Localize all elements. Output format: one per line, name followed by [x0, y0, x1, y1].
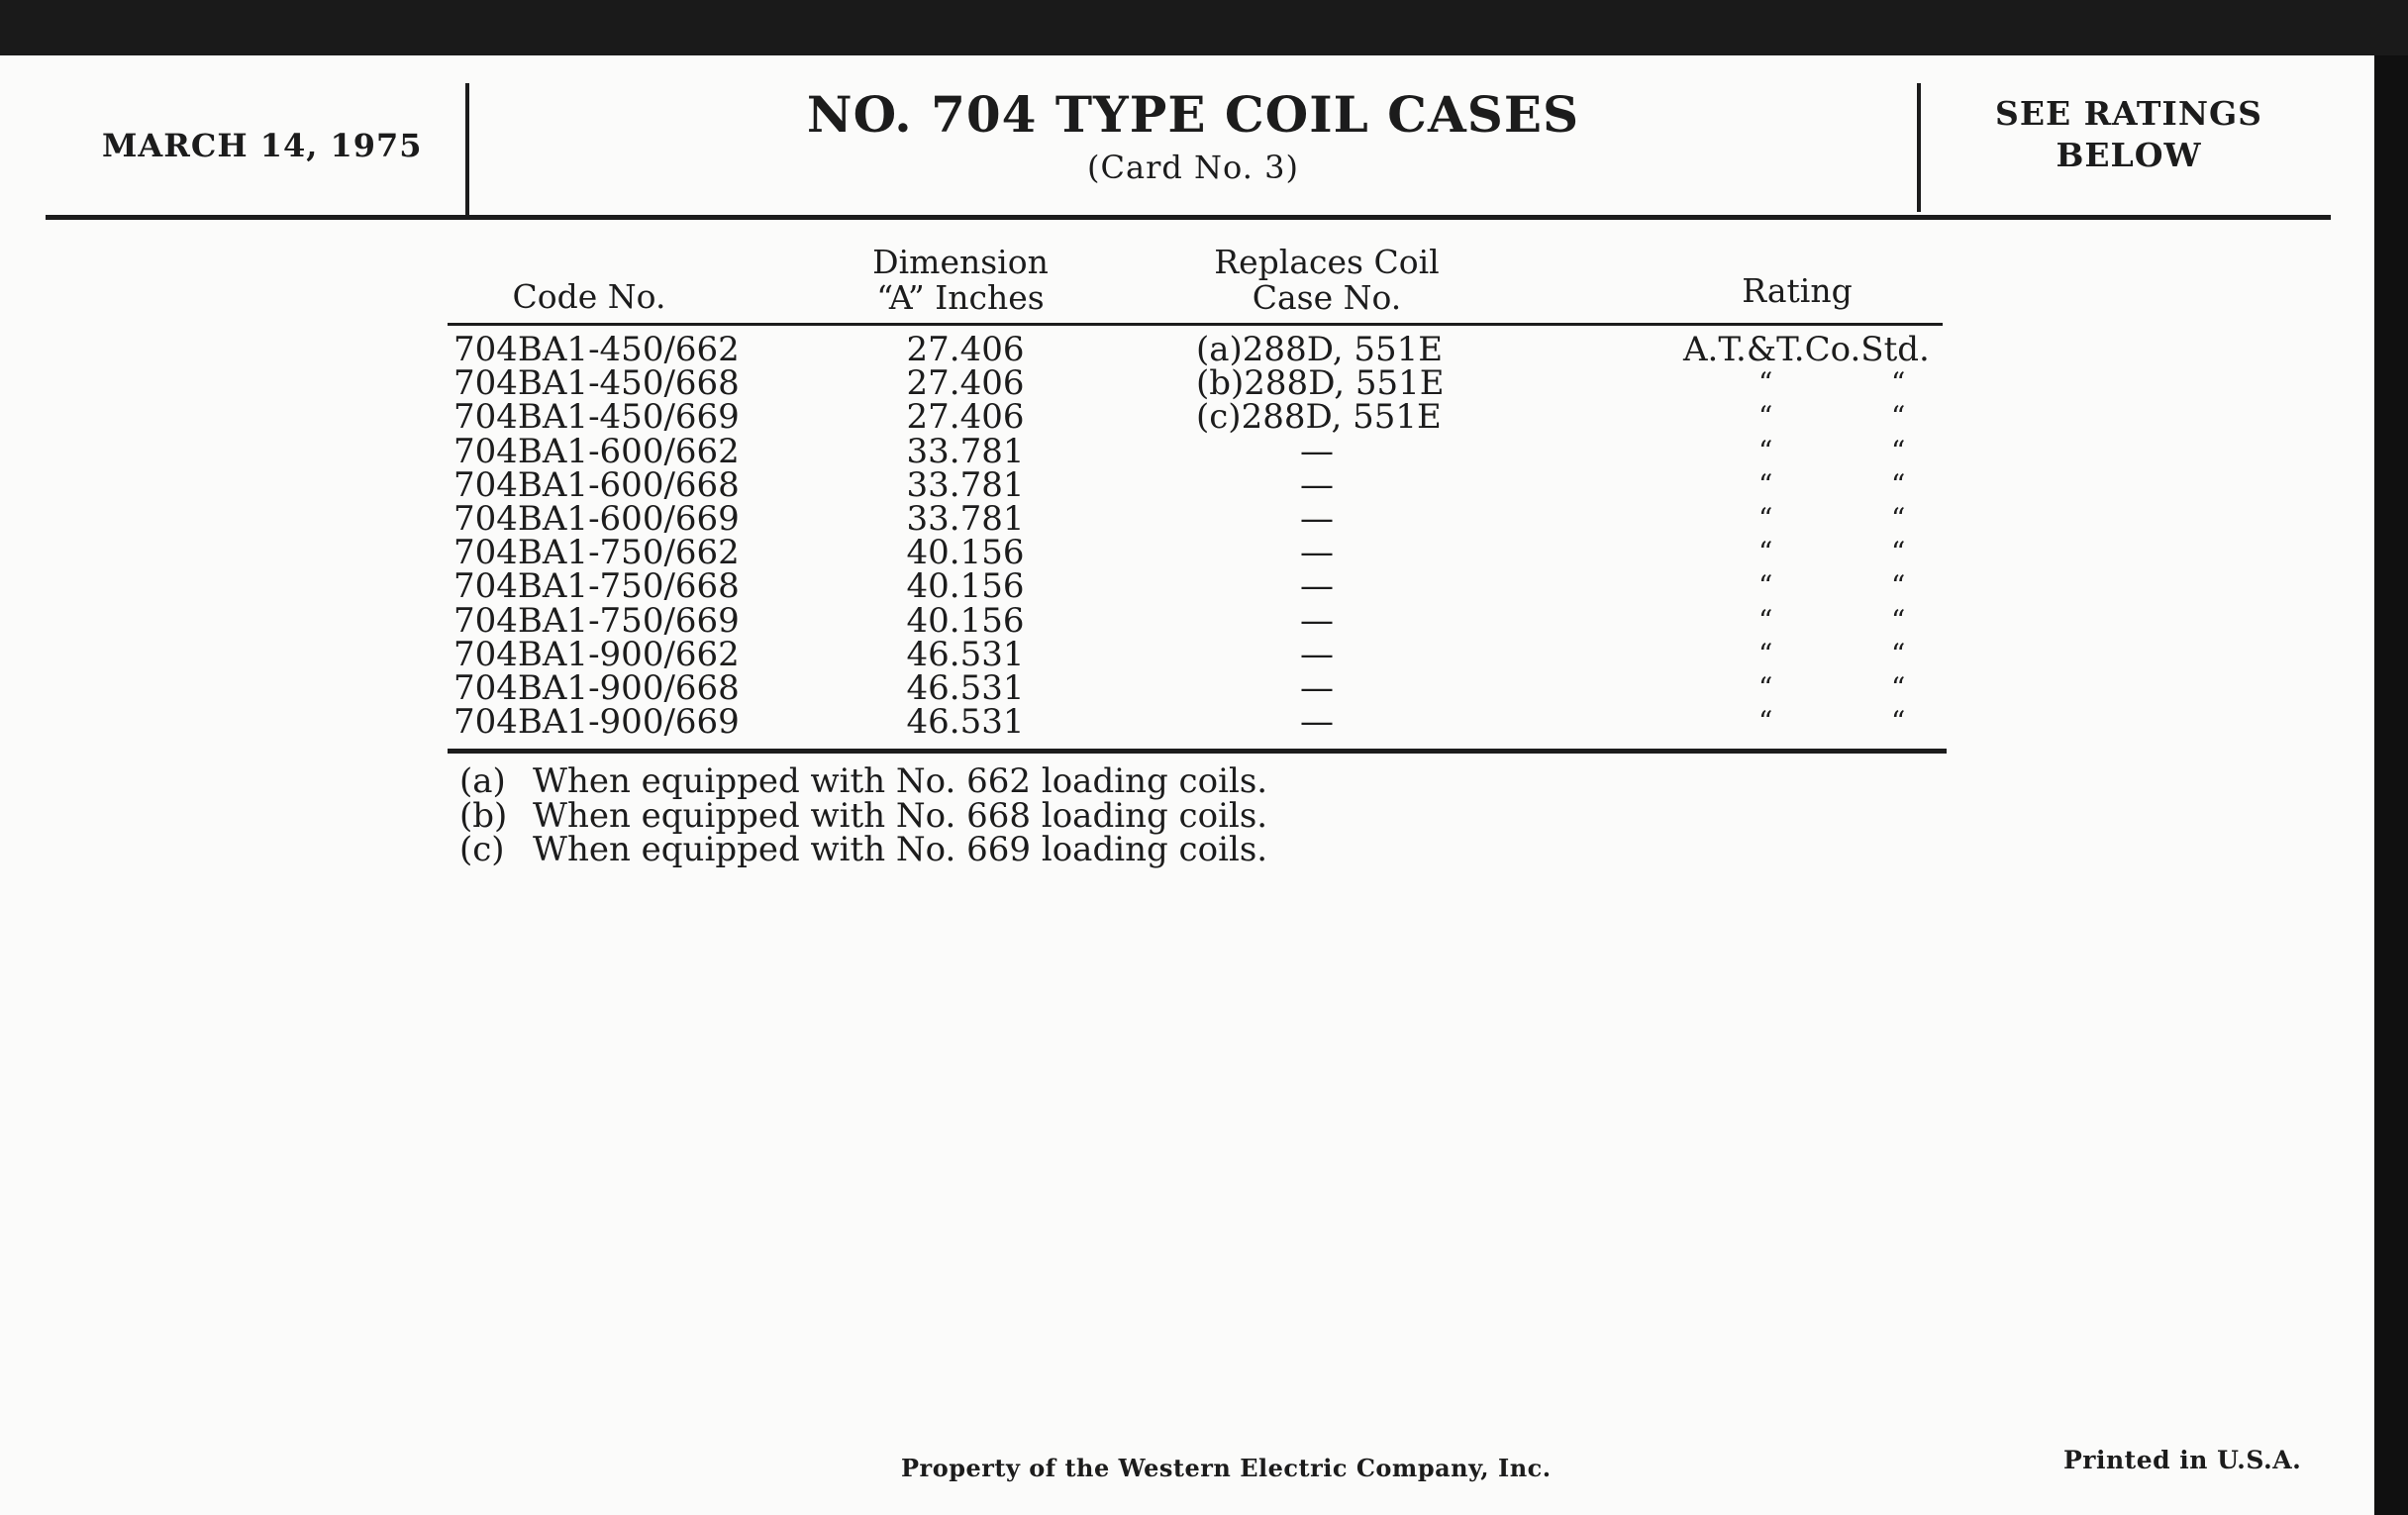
replaces-cell: — — [1300, 600, 1334, 641]
code-cell: 704BA1-900/668 — [453, 667, 740, 708]
card-subtitle: (Card No. 3) — [1087, 149, 1299, 186]
code-cell: 704BA1-900/669 — [453, 702, 740, 743]
column-header-rating: Rating — [1742, 271, 1853, 310]
replaces-cell: (c)288D, 551E — [1196, 397, 1442, 438]
footnote-text: When equipped with No. 662 loading coils. — [533, 761, 1268, 801]
dimension-cell: 33.781 — [906, 464, 1025, 505]
table-bottom-rule — [448, 749, 1947, 754]
card-date: MARCH 14, 1975 — [102, 127, 423, 164]
table-row: 704BA1-750/668 40.156 — “ “ — [453, 566, 1906, 607]
dimension-cell: 27.406 — [906, 363, 1025, 404]
replaces-cell: — — [1300, 566, 1334, 607]
footnote-label: (a) — [459, 761, 506, 801]
rating-cell: A.T.&T.Co.Std. — [1683, 330, 1930, 369]
table-row: 704BA1-900/662 46.531 — “ “ — [453, 634, 1906, 674]
replaces-cell: — — [1300, 702, 1334, 743]
ratings-note — [1921, 93, 2337, 176]
card-title: NO. 704 TYPE COIL CASES — [806, 85, 1580, 144]
code-cell: 704BA1-750/662 — [453, 533, 740, 573]
table-header-rule — [448, 323, 1943, 326]
footnote-text: When equipped with No. 668 loading coils. — [533, 795, 1268, 836]
ratings-note-line2: BELOW — [2056, 136, 2202, 174]
code-cell: 704BA1-600/669 — [453, 498, 740, 539]
code-cell: 704BA1-600/668 — [453, 464, 740, 505]
footnote-label: (b) — [459, 795, 508, 836]
table-row: 704BA1-750/669 40.156 — “ “ — [453, 600, 1906, 641]
table-row: 704BA1-450/669 27.406 (c)288D, 551E “ “ — [453, 397, 1906, 438]
dimension-cell: 33.781 — [906, 498, 1025, 539]
code-cell: 704BA1-450/668 — [453, 363, 740, 404]
footnote-text: When equipped with No. 669 loading coils. — [533, 830, 1268, 869]
code-cell: 704BA1-450/669 — [453, 397, 740, 438]
table-row — [0, 330, 1980, 369]
footnote — [459, 795, 1268, 836]
replaces-cell: — — [1300, 533, 1334, 573]
replaces-cell: — — [1300, 667, 1334, 708]
table-row: 704BA1-600/662 33.781 — “ “ — [453, 431, 1906, 471]
coil-case-table — [0, 330, 1980, 743]
table-row: 704BA1-450/668 27.406 (b)288D, 551E “ “ — [453, 363, 1906, 404]
dimension-cell: 40.156 — [906, 533, 1025, 573]
code-cell: 704BA1-750/669 — [453, 600, 740, 641]
dimension-cell: 33.781 — [906, 431, 1025, 471]
printed-notice: Printed in U.S.A. — [2063, 1446, 2302, 1474]
table-row: 704BA1-900/668 46.531 — “ “ — [453, 667, 1906, 708]
dimension-cell: 40.156 — [906, 566, 1025, 607]
replaces-cell: (b)288D, 551E — [1196, 363, 1445, 404]
dimension-cell: 27.406 — [906, 397, 1025, 438]
code-cell: 704BA1-450/662 — [453, 330, 740, 369]
table-row: 704BA1-900/669 46.531 — “ “ — [453, 702, 1906, 743]
column-header-dimension-line2: “A” Inches — [876, 278, 1045, 317]
ratings-note-line1: SEE RATINGS — [1994, 94, 2263, 133]
replaces-cell: — — [1300, 498, 1334, 539]
replaces-cell: (a)288D, 551E — [1196, 330, 1444, 369]
column-header-replaces-line1: Replaces Coil — [1214, 243, 1440, 281]
replaces-cell: — — [1300, 464, 1334, 505]
table-row: 704BA1-600/668 33.781 — “ “ — [453, 464, 1906, 505]
dimension-cell: 46.531 — [906, 667, 1025, 708]
property-notice: Property of the Western Electric Company, Inc. — [901, 1454, 1552, 1482]
header-rule — [46, 215, 2331, 220]
column-header-dimension — [812, 245, 1109, 316]
footnotes — [459, 761, 1268, 869]
replaces-cell: — — [1300, 634, 1334, 674]
scan-edge-shadow — [2374, 55, 2408, 1515]
footnote — [459, 830, 1268, 869]
footnote-label: (c) — [459, 830, 505, 869]
replaces-cell: — — [1300, 431, 1334, 471]
dimension-cell: 46.531 — [906, 702, 1025, 743]
column-header-dimension-line1: Dimension — [872, 243, 1049, 281]
code-cell: 704BA1-750/668 — [453, 566, 740, 607]
code-cell: 704BA1-900/662 — [453, 634, 740, 674]
footnote — [459, 761, 1268, 801]
column-header-replaces — [1149, 245, 1505, 316]
column-header-code: Code No. — [512, 277, 666, 316]
column-header-replaces-line2: Case No. — [1252, 278, 1402, 317]
table-row: 704BA1-600/669 33.781 — “ “ — [453, 498, 1906, 539]
code-cell: 704BA1-600/662 — [453, 431, 740, 471]
dimension-cell: 40.156 — [906, 600, 1025, 641]
table-row: 704BA1-750/662 40.156 — “ “ — [453, 533, 1906, 573]
dimension-cell: 27.406 — [906, 330, 1025, 369]
dimension-cell: 46.531 — [906, 634, 1025, 674]
